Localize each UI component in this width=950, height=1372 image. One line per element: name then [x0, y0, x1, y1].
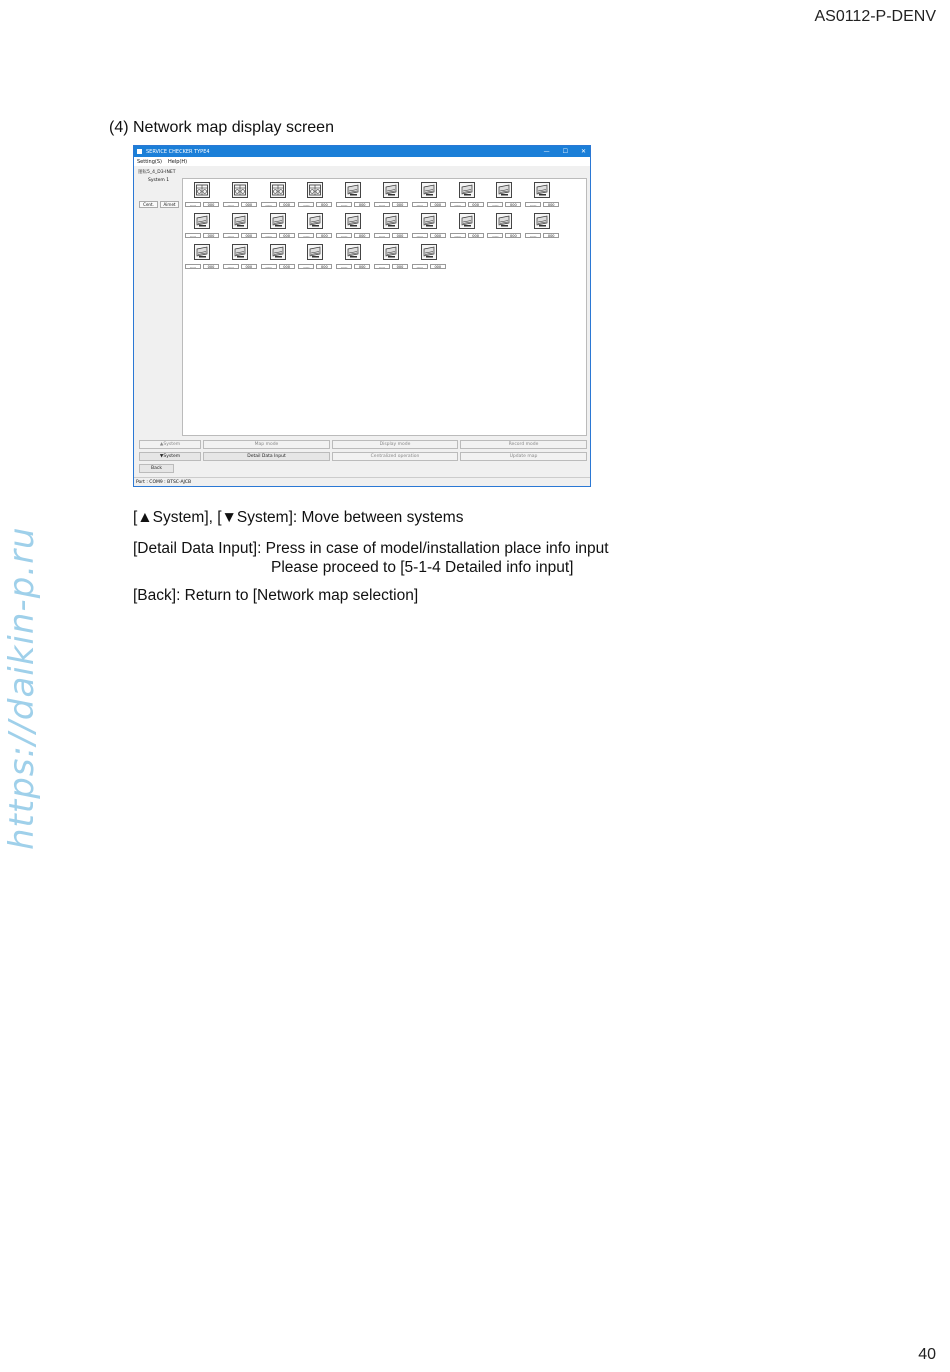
indoor-unit[interactable] — [525, 181, 561, 211]
indoor-unit-icon[interactable] — [534, 213, 550, 229]
unit-address-field: ----- — [374, 264, 390, 269]
unit-number-field: 000 — [392, 233, 408, 238]
indoor-unit-icon[interactable] — [534, 182, 550, 198]
unit-address-field: ----- — [336, 233, 352, 238]
menu-bar — [134, 157, 590, 166]
unit-address-field: ----- — [412, 264, 428, 269]
indoor-unit[interactable] — [525, 212, 561, 242]
unit-address-field: ----- — [336, 202, 352, 207]
indoor-unit-icon[interactable] — [232, 244, 248, 260]
indoor-unit[interactable] — [336, 181, 372, 211]
indoor-unit-icon[interactable] — [270, 213, 286, 229]
unit-address-field: ----- — [450, 202, 466, 207]
indoor-unit-icon[interactable] — [345, 213, 361, 229]
indoor-unit[interactable] — [336, 243, 372, 273]
indoor-unit[interactable] — [223, 212, 259, 242]
system-down-button[interactable]: ▼System — [139, 452, 201, 461]
unit-number-field: 000 — [241, 233, 257, 238]
system-label: System 1 — [148, 178, 170, 183]
unit-number-field: 000 — [316, 264, 332, 269]
tree-label[interactable]: 運転5_4_D3-INET — [138, 170, 176, 175]
unit-address-field: ----- — [336, 264, 352, 269]
window-title: SERVICE CHECKER TYPE4 — [146, 148, 210, 155]
outdoor-unit-icon[interactable] — [232, 182, 248, 198]
minimize-icon[interactable]: — — [543, 148, 550, 155]
maximize-icon[interactable]: ☐ — [562, 148, 568, 155]
title-bar — [134, 146, 590, 157]
indoor-unit[interactable] — [487, 181, 523, 211]
indoor-unit-icon[interactable] — [383, 213, 399, 229]
centralized-operation-button[interactable]: Centralized operation — [332, 452, 458, 461]
indoor-unit-icon[interactable] — [307, 244, 323, 260]
indoor-unit-icon[interactable] — [307, 213, 323, 229]
indoor-unit[interactable] — [223, 243, 259, 273]
unit-address-field: ----- — [261, 233, 277, 238]
unit-address-field: ----- — [185, 264, 201, 269]
unit-number-field: 000 — [505, 202, 521, 207]
indoor-unit[interactable] — [450, 181, 486, 211]
indoor-unit[interactable] — [450, 212, 486, 242]
unit-number-field: 000 — [279, 233, 295, 238]
unit-number-field: 000 — [203, 202, 219, 207]
outdoor-unit-icon[interactable] — [307, 182, 323, 198]
unit-address-field: ----- — [223, 233, 239, 238]
unit-number-field: 000 — [430, 264, 446, 269]
unit-number-field: 000 — [241, 264, 257, 269]
indoor-unit-icon[interactable] — [496, 213, 512, 229]
indoor-unit-icon[interactable] — [270, 244, 286, 260]
app-window — [133, 145, 591, 487]
display-mode-button[interactable]: Display mode — [332, 440, 458, 449]
cent-button[interactable]: Cent. — [139, 201, 158, 208]
indoor-unit-icon[interactable] — [421, 213, 437, 229]
outdoor-unit-icon[interactable] — [270, 182, 286, 198]
indoor-unit-icon[interactable] — [421, 182, 437, 198]
unit-number-field: 000 — [354, 264, 370, 269]
indoor-unit[interactable] — [185, 212, 221, 242]
status-bar: Port : COM9 : BTSC-AJCB — [134, 477, 590, 486]
unit-address-field: ----- — [412, 233, 428, 238]
unit-address-field: ----- — [487, 202, 503, 207]
unit-number-field: 000 — [279, 264, 295, 269]
menu-setting[interactable]: Setting(S) — [137, 158, 162, 165]
indoor-unit-icon[interactable] — [383, 244, 399, 260]
unit-number-field: 000 — [543, 233, 559, 238]
indoor-unit[interactable] — [374, 181, 410, 211]
app-icon — [137, 149, 142, 154]
desc-proceed: Please proceed to [5-1-4 Detailed info input] — [271, 559, 574, 576]
desc-back: [Back]: Return to [Network map selection] — [133, 587, 419, 604]
page-number: 40 — [918, 1346, 936, 1363]
doc-code: AS0112-P-DENV — [814, 8, 936, 25]
unit-number-field: 000 — [354, 233, 370, 238]
indoor-unit[interactable] — [185, 243, 221, 273]
watermark: https://daikin-p.ru — [2, 526, 42, 850]
outdoor-unit-icon[interactable] — [194, 182, 210, 198]
indoor-unit[interactable] — [412, 212, 448, 242]
unit-number-field: 000 — [505, 233, 521, 238]
indoor-unit-icon[interactable] — [383, 182, 399, 198]
unit-number-field: 000 — [430, 233, 446, 238]
indoor-unit-icon[interactable] — [232, 213, 248, 229]
unit-address-field: ----- — [450, 233, 466, 238]
indoor-unit[interactable] — [336, 212, 372, 242]
back-button[interactable]: Back — [139, 464, 174, 473]
indoor-unit-icon[interactable] — [459, 213, 475, 229]
unit-number-field: 000 — [392, 264, 408, 269]
unit-number-field: 000 — [354, 202, 370, 207]
airnet-button[interactable]: Airnet — [160, 201, 179, 208]
detail-data-input-button[interactable]: Detail Data Input — [203, 452, 330, 461]
unit-number-field: 000 — [468, 202, 484, 207]
desc-detail-input: [Detail Data Input]: Press in case of model/installation place info input — [133, 540, 609, 557]
unit-number-field: 000 — [241, 202, 257, 207]
unit-address-field: ----- — [412, 202, 428, 207]
unit-number-field: 000 — [279, 202, 295, 207]
outdoor-unit[interactable] — [298, 181, 334, 211]
close-icon[interactable]: ✕ — [580, 148, 586, 155]
indoor-unit-icon[interactable] — [421, 244, 437, 260]
indoor-unit[interactable] — [298, 212, 334, 242]
indoor-unit[interactable] — [487, 212, 523, 242]
unit-address-field: ----- — [374, 233, 390, 238]
unit-address-field: ----- — [525, 202, 541, 207]
unit-number-field: 000 — [392, 202, 408, 207]
unit-number-field: 000 — [316, 233, 332, 238]
indoor-unit[interactable] — [374, 243, 410, 273]
unit-address-field: ----- — [185, 202, 201, 207]
unit-address-field: ----- — [298, 202, 314, 207]
indoor-unit-icon[interactable] — [345, 244, 361, 260]
system-up-button[interactable]: ▲System — [139, 440, 201, 449]
indoor-unit-icon[interactable] — [459, 182, 475, 198]
outdoor-unit[interactable] — [185, 181, 221, 211]
unit-address-field: ----- — [185, 233, 201, 238]
unit-address-field: ----- — [223, 202, 239, 207]
unit-number-field: 000 — [203, 264, 219, 269]
indoor-unit[interactable] — [261, 212, 297, 242]
unit-address-field: ----- — [298, 264, 314, 269]
section-title: (4) Network map display screen — [109, 119, 334, 136]
menu-help[interactable]: Help(H) — [167, 158, 188, 165]
unit-address-field: ----- — [525, 233, 541, 238]
indoor-unit-icon[interactable] — [194, 244, 210, 260]
unit-address-field: ----- — [261, 202, 277, 207]
update-map-button[interactable]: Update map — [460, 452, 587, 461]
indoor-unit[interactable] — [261, 243, 297, 273]
indoor-unit[interactable] — [374, 212, 410, 242]
unit-address-field: ----- — [487, 233, 503, 238]
outdoor-unit[interactable] — [223, 181, 259, 211]
indoor-unit-icon[interactable] — [345, 182, 361, 198]
map-mode-button[interactable]: Map mode — [203, 440, 330, 449]
indoor-unit[interactable] — [412, 243, 448, 273]
unit-number-field: 000 — [203, 233, 219, 238]
unit-number-field: 000 — [430, 202, 446, 207]
unit-number-field: 000 — [468, 233, 484, 238]
unit-address-field: ----- — [374, 202, 390, 207]
network-map — [182, 178, 587, 436]
unit-number-field: 000 — [316, 202, 332, 207]
unit-address-field: ----- — [223, 264, 239, 269]
desc-system-nav: [▲System], [▼System]: Move between systems — [133, 509, 464, 526]
indoor-unit-icon[interactable] — [496, 182, 512, 198]
indoor-unit[interactable] — [298, 243, 334, 273]
outdoor-unit[interactable] — [261, 181, 297, 211]
record-mode-button[interactable]: Record mode — [460, 440, 587, 449]
indoor-unit-icon[interactable] — [194, 213, 210, 229]
unit-number-field: 000 — [543, 202, 559, 207]
indoor-unit[interactable] — [412, 181, 448, 211]
unit-address-field: ----- — [261, 264, 277, 269]
unit-address-field: ----- — [298, 233, 314, 238]
